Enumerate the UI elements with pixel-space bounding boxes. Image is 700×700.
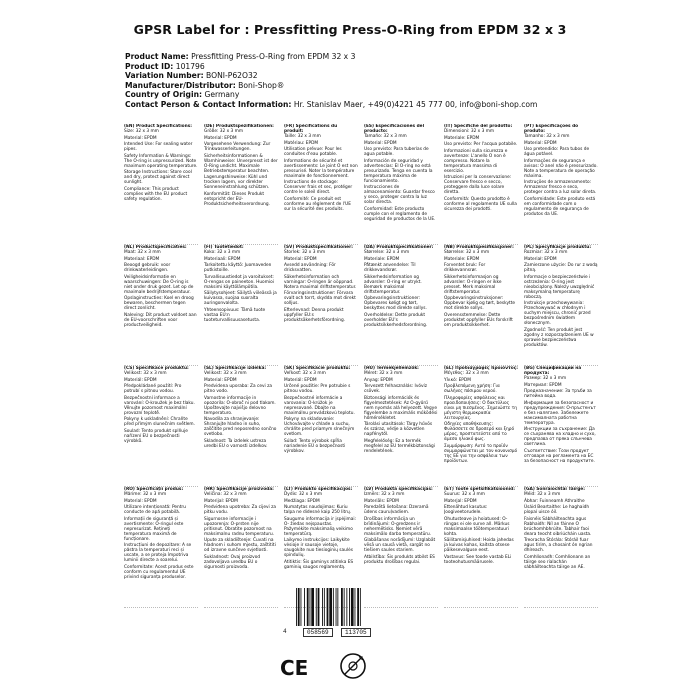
spec-line: Pokyny k uskladnění: Chraňte před přímým slunečním světlem.: [124, 417, 195, 428]
spec-section-heading: (RO) Specificații produs:: [124, 487, 184, 492]
spec-section: [364, 124, 438, 245]
spec-section: [124, 487, 198, 608]
barcode-bar: [311, 588, 314, 626]
spec-section: [364, 366, 438, 487]
spec-section-heading: (SK) Špecifikácie produktu:: [284, 366, 351, 371]
spec-section: [524, 487, 598, 608]
product-info-row: [125, 71, 685, 81]
spec-line: Varnostne informacije in opozorila: O-obroč ni pod tlakom. Upoštevajte najvišjo delovno temperaturo.: [204, 395, 276, 416]
spec-line: Informations de sécurité et avertissements: Le joint O est non pressurisé. Noter la température maximale de fonctionnement.: [284, 158, 358, 179]
barcode-bar: [301, 588, 302, 626]
spec-line: Turvallisuustiedot ja varoitukset: O-rengas on paineeton. Huomioi maksimi käyttölämpötila.: [204, 274, 274, 290]
barcode-bar: [324, 588, 325, 626]
spec-line: Bezpečnostné informácie a varovania: O-krúžok je nepresované. Dbajte na maximálnu prevádzkovú teplotu.: [284, 395, 355, 416]
product-info-value: Germany: [204, 90, 240, 100]
spec-line: Tamaño: 32 x 3 mm: [364, 134, 407, 139]
spec-line: Saugumo informacija ir įspėjimai: O- žiedas neįspaustas. Pažymėkite maksimalią veikimo temperatūrą.: [284, 516, 357, 537]
spec-line: Skladnost: Ta izdelek ustreza uredbi EU o varnosti izdelkov.: [204, 438, 268, 449]
product-info-key: Product ID:: [125, 61, 174, 71]
barcode-left-digit: 4: [283, 628, 287, 635]
spec-line: Съответствие: Този продукт отговаря на регламента на ЕС за безопасност на продуктите.: [524, 448, 595, 464]
spec-section: [124, 245, 198, 366]
spec-line: Forventet bruk: For drikkevannsrør.: [444, 263, 486, 274]
barcode-bar: [360, 588, 361, 626]
spec-line: Pokyny na skladovanie: Uchovávajte v chlade a suchu, chráňte pred priamym slnečným svetlom.: [284, 417, 355, 438]
barcode: [283, 588, 391, 638]
spec-line: Materiale: EPDM: [364, 256, 400, 262]
spec-line: Μέγεθος: 32 x 3 mm: [444, 371, 489, 376]
spec-line: Информация за безопасност и предупреждения: О-пръстенът е без налягане. Забележете максималната работна температура.: [524, 400, 596, 426]
spec-line: Uso pretendido: Para tubos de água potável.: [524, 147, 590, 158]
spec-section-heading: (NL) Productspecificaties:: [124, 245, 187, 250]
spec-line: Förvaringsinstruktioner: Förvara svalt och torrt, skydda mot direkt solljus.: [284, 291, 356, 307]
spec-section: [444, 366, 518, 487]
spec-line: Ábhar: Fuinneamh Athraithe: [524, 498, 585, 504]
spec-line: Utilizare intenționată: Pentru conducte de apă potabilă.: [124, 505, 186, 516]
spec-line: Upute za skladištenje: Čuvati na hladnom i suhom mjestu, zaštititi od izravne sunčeve svjetlosti.: [204, 538, 276, 554]
spec-line: Zamierzone użycie: Do rur z wodą pitną.: [524, 263, 598, 274]
spec-line: Taille: 32 x 3 mm: [284, 134, 321, 139]
spec-line: Informações de segurança e avisos: O anel não é pressurizado. Note a temperatura de operação máxima.: [524, 158, 598, 179]
spec-section: [444, 245, 518, 366]
spec-section: [524, 366, 598, 487]
spec-line: Oppbevaringsinstruksjoner: Oppbevar kjølig og tørt, beskytte mot direkte sollys.: [444, 296, 516, 312]
spec-line: Size: 32 x 3 mm: [124, 129, 159, 134]
barcode-bar: [357, 588, 359, 626]
barcode-bar: [355, 588, 356, 626]
spec-line: Bezpečnostní informace a varování: O-kroužek je bez tlaku. Věnujte pozornost maximální provozní teplotě.: [124, 395, 195, 416]
spec-section-heading: (EL) Προδιαγραφές προϊόντος:: [444, 366, 518, 371]
spec-line: Dimensioni: 32 x 3 mm: [444, 129, 495, 134]
barcode-bar: [341, 588, 343, 626]
spec-section: [364, 245, 438, 366]
spec-line: Größe: 32 x 3 mm: [204, 129, 244, 134]
product-info-value: 101796: [175, 61, 205, 71]
product-info-key: Country of Origin:: [125, 90, 203, 100]
spec-section: [204, 366, 278, 487]
spec-line: Treoracha Stórála: Stóráil fuar agus tirim, a chosaint ón ngrian dhíreach.: [524, 538, 593, 554]
spec-line: Instrucțiuni de depozitare: A se păstra la temperaturi reci și uscate, a se proteja împotriva luminii directe a soarelui.: [124, 543, 192, 564]
spec-line: Uso previsto: Para tuberías de agua potable.: [364, 147, 429, 158]
spec-line: Material: EPDM: [284, 256, 317, 262]
spec-section-heading: (FI) Tuotetiedot:: [204, 245, 244, 250]
spec-section-heading: (IT) Specifiche del prodotto:: [444, 124, 513, 129]
spec-line: Tárolási utasítások: Tárgy hűvös és száraz, védje a közvetlen napfénytől.: [364, 422, 433, 438]
spec-line: Tarkoitettu käyttö: Juomaveden putkistoille.: [204, 263, 272, 274]
spec-line: Faisnéis Sábháilteachta agus Rabhaidh: Níl an fáinne O brúchomhbhrúite. Tabhair faoi deara teocht oibriúcháin uasta.: [524, 516, 592, 537]
spec-section-heading: (PL) Specyfikacje produktu:: [524, 245, 592, 250]
spec-line: Material: EPDM: [204, 377, 237, 383]
spec-line: Materiál: EPDM: [124, 377, 157, 383]
spec-line: Veličina: 32 x 3 mm: [204, 492, 247, 497]
spec-line: Sigurnosne informacije i upozorenja: O-prsten nije pritisnut. Obratite pozornost na maksimalnu radnu temperaturu.: [204, 516, 275, 537]
spec-line: Matériau: EPDM: [284, 140, 319, 146]
spec-line: Sukladnost: Ovaj proizvod zadovoljava uredbu EU o sigurnosti proizvoda.: [204, 554, 261, 570]
spec-section-heading: (ET) Toote spetsifikatsioonid:: [444, 487, 515, 492]
spec-line: Informazioni sulla sicurezza e avvertenze: L'anello O non è compresso. Notare la temperatura massima di esercizio.: [444, 148, 508, 174]
spec-line: Material: EPDM: [124, 135, 157, 141]
product-info-value: BONI-P62O32: [206, 71, 258, 81]
spec-line: Soulad: Tento produkt splňuje nařízení EU o bezpečnosti výrobků.: [124, 428, 188, 444]
spec-section: [204, 487, 278, 608]
spec-line: Conformidade: Este produto está em conformidade com o regulamento de segurança de produtos da UE.: [524, 196, 596, 217]
spec-line: Sikkerhetsinformasjon og advarsler: O-ringen er ikke presset. Merk maksimal driftstemperatur.: [444, 274, 502, 295]
barcode-bar: [318, 588, 320, 626]
spec-line: Materiāls: EPDM: [364, 498, 399, 504]
spec-line: Material: EPDM: [204, 135, 237, 141]
spec-line: Størrelse: 32 x 3 mm: [364, 250, 410, 255]
spec-line: Paredzētā lietošana: Dzeramā ūdens cauruļvadiem.: [364, 505, 429, 516]
spec-line: Størrelse: 32 x 3 mm: [444, 250, 490, 255]
product-info-row: [125, 81, 685, 91]
spec-line: Material: EPDM: [524, 140, 557, 146]
spec-line: Materiaali: EPDM: [204, 256, 241, 262]
spec-line: Velikost: 32 x 3 mm: [204, 371, 247, 376]
spec-section: [124, 366, 198, 487]
spec-line: Biztonsági információk és figyelmeztetések: Az O-gyűrű nem nyomás alá helyezett. Vegye figyelembe a maximális működési hőmérsékletet.: [364, 395, 438, 421]
spec-section: [284, 245, 358, 366]
spec-line: Zgodność: Ten produkt jest zgodny z rozporządzeniem UE w sprawie bezpieczeństwa produktów.: [524, 327, 594, 348]
barcode-right-digits: 113705: [341, 628, 371, 637]
spec-line: Efterlevnad: Denna produkt uppfyller EU:s produktsäkerhetsförordning.: [284, 307, 346, 323]
spec-section-heading: (LT) Produkto specifikacijos:: [284, 487, 353, 492]
spec-line: Conformidad: Este producto cumple con el reglamento de seguridad de productos de la UE.: [364, 206, 436, 222]
spec-line: Overholdelse: Dette produkt overholder EU's produktsikkerhedsforordning.: [364, 312, 428, 328]
spec-line: Conformité: Ce produit est conforme au règlement de l'UE sur la sécurité des produits.: [284, 196, 351, 212]
spec-line: Mărime: 32 x 3 mm: [124, 492, 167, 497]
barcode-bar: [298, 588, 300, 626]
spec-section: [284, 124, 358, 245]
spec-line: Säilitamisjuhised: Hoida jahedas ja kuivas kohas, kaitsta otsese päikesevalguse eest.: [444, 538, 514, 554]
spec-line: Numatytas naudojimas: Kuriu talpa ne didesnė kaip 250 litrų.: [284, 505, 352, 516]
spec-line: Размер: 32 x 3 mm: [524, 376, 567, 381]
spec-line: Opslaginstructies: Koel en droog bewaren, beschermen tegen direct zonlicht.: [124, 296, 194, 312]
spec-line: Materiál: EPDM: [284, 377, 317, 383]
spec-line: Opbevaringsinstruktioner: Opbevares køligt og tørt, beskyttes mod direkte sollys.: [364, 296, 427, 312]
spec-line: Predvidena uporaba: Za cevi za pitno vodo.: [204, 384, 272, 395]
spec-line: Atitiktis: Šis gaminys atitinka ES gaminių saugos reglamentą.: [284, 559, 354, 570]
spec-line: Súlad: Tento výrobok spĺňa nariadenie EÚ o bezpečnosti výrobkov.: [284, 438, 346, 454]
product-info-row: [125, 62, 685, 72]
product-info-row: [125, 52, 685, 62]
spec-line: Veiligheidsinformatie en waarschuwingen: De O-ring is niet onder druk gezet. Let op de maximale bedrijfstemperatuur.: [124, 274, 194, 295]
barcode-bar: [310, 588, 311, 626]
spec-line: Comhlíonadh: Comhlíonann an táirge seo rialachán sábháilteachta táirge an AE.: [524, 554, 591, 570]
spec-line: Navodila za shranjevanje: Shranjujte hladno in suho, zaščitite pred neposredno sončno svetlobo.: [204, 417, 277, 438]
spec-line: Určené použitie: Pre potrubie s pitnou vodou.: [284, 384, 351, 395]
product-info-row: [125, 100, 685, 110]
spec-line: Инструкции за съхранение: Да се съхранява на хладно и сухо, предпазва от пряка слънчева светлина.: [524, 427, 596, 448]
spec-line: Predviđena upotreba: Za cijevi za pitku vodu.: [204, 505, 276, 516]
barcode-bar: [346, 588, 347, 626]
spec-line: Anyag: EPDM: [364, 377, 393, 383]
spec-line: Intended Use: For sealing water pipes.: [124, 142, 193, 153]
spec-section: [124, 124, 198, 245]
barcode-bar: [296, 588, 297, 626]
spec-line: Konformität: Dieses Produkt entspricht der EU-Produktsicherheitsverordnung.: [204, 191, 270, 207]
spec-section: [204, 124, 278, 245]
spec-section: [204, 245, 278, 366]
spec-line: Conformitate: Acest produs este conform cu regulamentul UE privind siguranța produselor.: [124, 564, 194, 580]
product-info-key: Manufacturer/Distributor:: [125, 80, 236, 90]
spec-line: Materijal: EPDM: [204, 498, 238, 504]
spec-line: Sicherheitsinformationen & Warnhinweise: Unverpresst ist der O-Ring undicht. Maximale Betriebstemperatur beachten.: [204, 153, 278, 174]
spec-line: Overensstemmelse: Dette produktet oppfyller EUs forskrift om produktsikkerhet.: [444, 312, 513, 328]
spec-line: Material: EPDM: [364, 140, 397, 146]
spec-line: Tervezett felhasználás: Ivóvíz csövek.: [364, 384, 427, 395]
spec-line: Συμμόρφωση: Αυτό το προϊόν συμμορφώνεται με τον κανονισμό της ΕΕ για την ασφάλεια των προϊόντων.: [444, 443, 518, 464]
spec-section-heading: (HR) Specifikacije proizvoda:: [204, 487, 274, 492]
spec-line: Материал: EPDM: [524, 382, 562, 388]
spec-section-heading: (HU) Termékjellemzők:: [364, 366, 419, 371]
product-info-row: [125, 90, 685, 100]
spec-line: Informații de siguranță și avertismente: O-ringul este nepresurizat. Rețineți temperatura maximă de funcționare.: [124, 516, 184, 542]
o-ring-symbol-icon: [338, 651, 368, 681]
spec-line: Méret: 32 x 3 mm: [364, 371, 403, 376]
barcode-bar: [351, 588, 354, 626]
spec-line: Instruções de armazenamento: Armazenar fresco e seco, proteger contra a luz solar direta.: [524, 180, 597, 196]
barcode-bar: [344, 588, 345, 626]
spec-line: Rozmiar: 32 x 3 mm: [524, 250, 568, 255]
spec-section-heading: (FR) Spécifications du produit:: [284, 124, 338, 134]
spec-line: Οδηγίες αποθήκευσης: Φυλάσσετε σε δροσερό και ξηρό μέρος, προστατεύστε από το άμεσο ηλιακό φως.: [444, 422, 515, 443]
spec-line: Materjal: EPDM: [444, 498, 477, 504]
spec-line: Safety Information & Warnings: The O-ring is unpressurized. Note maximum operating temperature.: [124, 153, 198, 169]
spec-line: Πληροφορίες ασφάλειας και προειδοποιήσεις: Ο δακτύλιος είναι μη πιεσμένος. Σημειώστε τη μέγιστη θερμοκρασία λειτουργίας.: [444, 395, 517, 421]
spec-line: Material: EPDM: [124, 498, 157, 504]
spec-line: Předpokládané použití: Pro potrubí s pitnou vodou.: [124, 384, 182, 395]
spec-line: Información de seguridad y advertencias: El O-ring no está presurizado. Tenga en cuenta la temperatura máxima de funcionamiento.: [364, 158, 433, 184]
spec-line: Laikymo instrukcijos: Laikykite vėsioje ir sausoje vietoje, saugokite nuo tiesioginių saulės spindulių.: [284, 538, 353, 559]
product-info-value: Hr. Stanislav Maer, +49(0)4221 45 777 00, info@boni-shop.com: [293, 99, 538, 109]
spec-line: Drošības informācija un brīdinājumi: O-gredzens ir nehermētisks. Ņemiet vērā maksimālo darba temperatūru.: [364, 516, 432, 537]
spec-section: [284, 366, 358, 487]
spec-line: Naleving: Dit product voldoet aan de EU-voorschriften voor productveiligheid.: [124, 312, 197, 328]
barcode-bar: [349, 588, 350, 626]
spec-section: [444, 124, 518, 245]
spec-section-heading: (PT) Especificações do produto:: [524, 124, 579, 134]
spec-line: Dydis: 32 x 3 mm: [284, 492, 323, 497]
barcode-bar: [337, 588, 338, 626]
spec-line: Atbilstība: Šis produkts atbilst ES produktu drošības regulai.: [364, 554, 435, 565]
barcode-bar: [333, 588, 334, 626]
ce-mark-icon: [280, 658, 308, 678]
spec-line: Suurus: 32 x 3 mm: [444, 492, 485, 497]
spec-line: Veľkosť: 32 x 3 mm: [284, 371, 326, 376]
spec-line: Megfelelőség: Ez a termék megfelel az EU termékbiztonsági rendeletének.: [364, 438, 435, 454]
spec-line: Vastavus: See toode vastab ELi tooteohutusmäärusele.: [444, 554, 512, 565]
spec-section-heading: (DE) Produktspezifikationen:: [204, 124, 274, 129]
spec-line: Medžiaga: EPDM: [284, 498, 320, 504]
spec-line: Предназначение: За тръби за питейна вода.: [524, 389, 592, 400]
barcode-bar: [316, 588, 317, 626]
product-info-value: Boni-Shop®: [238, 80, 285, 90]
spec-line: Uso previsto: Per l'acqua potabile.: [444, 142, 518, 148]
barcode-middle-digits: 058569: [303, 628, 333, 637]
spec-line: Avsedd användning: För dricksvatten.: [284, 263, 336, 274]
spec-section: [524, 245, 598, 366]
spec-line: Säilytysohjeet: Säilytä viileässä ja kuivassa, suojaa suoralta auringonvalolta.: [204, 291, 277, 307]
spec-section-heading: (ES) Especificaciones del producto:: [364, 124, 425, 134]
spec-line: Koko: 32 x 3 mm: [204, 250, 241, 255]
spec-line: Materiał: EPDM: [524, 256, 557, 262]
spec-section-heading: (BG) Спецификации на продукта:: [524, 366, 582, 376]
spec-line: Maat: 32 x 3 mm: [124, 250, 161, 255]
spec-line: Glabāšanas norādījumi: Uzglabāt vēsā un sausā vietā, sargāt no tiešiem saules stariem.: [364, 538, 436, 554]
spec-line: Säkerhetsinformation och varningar: O-ringen är oöppnad. Notera maximal driftstemperatur.: [284, 274, 357, 290]
spec-section-heading: (SL) Specifikacije izdelka:: [204, 366, 267, 371]
spec-line: Ettenähtud kasutus: Joogiveetorudele.: [444, 505, 488, 516]
spec-line: Vorgesehene Verwendung: Zur Trinkwasserleitungen.: [204, 142, 271, 153]
barcode-bar: [327, 588, 329, 626]
spec-line: Instructions de stockage: Conserver frais et sec, protéger contre le soleil direct.: [284, 180, 353, 196]
spec-line: Sikkerhedsinformation og advarsler: O-ring er utrykt. Bemærk maksimal driftstemperatur.: [364, 274, 422, 295]
barcode-bar: [329, 588, 332, 626]
spec-section-heading: (LV) Produkta specifikācijas:: [364, 487, 433, 492]
spec-line: Lagerungshinweise: Kühl und trocken lagern, vor direkter Sonneneinstrahlung schützen.: [204, 175, 270, 191]
barcode-bars: [295, 588, 385, 626]
spec-section-heading: (SV) Produktspecifikationer:: [284, 245, 353, 250]
spec-section: [524, 124, 598, 245]
spec-line: Yhteensopivuus: Tämä tuote vastaa EU:n tuoteturvallisuusasetusta.: [204, 307, 266, 323]
spec-line: Materiaal: EPDM: [124, 256, 160, 262]
barcode-bar: [322, 588, 323, 626]
spec-line: Beoogd gebruik: voor drinkwaterleidingen.: [124, 263, 171, 274]
product-info-key: Contact Person & Contact Information:: [125, 99, 292, 109]
spec-line: Υλικό: EPDM: [444, 377, 471, 383]
spec-line: Storage Instructions: Store cool and dry, protect against direct sunlight.: [124, 170, 192, 186]
spec-line: Storlek: 32 x 3 mm: [284, 250, 326, 255]
spec-section-heading: (CS) Specifikace produktu:: [124, 366, 189, 371]
spec-section-heading: (EN) Product Specifications:: [124, 124, 192, 129]
product-info: [125, 52, 685, 110]
spec-line: Utilisation prévue: Pour les conduites d'eau potable.: [284, 147, 342, 158]
spec-section-heading: (DA) Produktspecifikationer:: [364, 245, 434, 250]
spec-line: Tamanho: 32 x 3 mm: [524, 134, 570, 139]
ce-mark-text: CE: [280, 658, 308, 678]
spec-line: Velikost: 32 x 3 mm: [124, 371, 167, 376]
barcode-bar: [304, 588, 305, 626]
spec-line: Påtænkt anvendelse: Til drikkevandsrør.: [364, 263, 416, 274]
spec-line: Instrukcje przechowywania: Przechowywać w chłodnym i suchym miejscu, chronić przed bezpośrednim światłem słonecznym.: [524, 301, 591, 327]
spec-section-heading: (NB) Produktspesifikasjoner:: [444, 245, 514, 250]
product-info-value: Pressfitting Press-O-Ring from EPDM 32 x 3: [191, 52, 356, 61]
barcode-bar: [336, 588, 337, 626]
spec-section: [444, 487, 518, 608]
spec-line: Úsáid Beartaithe: Le haghaidh píopaí uisce óil.: [524, 505, 590, 516]
product-info-key: Variation Number:: [125, 71, 204, 81]
spec-line: Izmērs: 32 x 3 mm: [364, 492, 405, 497]
spec-line: Informacje o bezpieczeństwie i ostrzeżenia: O-ring jest nieobciążony. Należy uwzględnić maksymalną temperaturę roboczą.: [524, 274, 595, 300]
spec-line: Προβλεπόμενη χρήση: Για σωλήνες πόσιμου νερού.: [444, 384, 500, 395]
barcode-bar: [307, 588, 309, 626]
spec-line: Méid: 32 x 3 mm: [524, 492, 561, 497]
spec-line: Conformità: Questo prodotto è conforme al regolamento UE sulla sicurezza dei prodotti.: [444, 196, 517, 212]
spec-line: Materiale: EPDM: [444, 256, 480, 262]
page-title: GPSR Label for : Pressfitting Press-O-Ring from EPDM 32 x 3: [133, 22, 567, 37]
spec-line: Compliance: This product complies with the EU product safety regulation.: [124, 186, 188, 202]
spec-section-heading: (GA) Sonraíochtaí Táirge:: [524, 487, 585, 492]
spec-line: Ohutusteave ja hoiatused: O-rõngas ei ole surve all. Märkus maksimaalse töötemperatuuri kohta.: [444, 516, 510, 537]
spec-line: Istruzioni per la conservazione: Conservare fresco e secco, proteggere dalla luce solare diretta.: [444, 175, 512, 196]
product-info-key: Product Name:: [125, 52, 189, 61]
spec-line: Instrucciones de almacenamiento: Guardar fresco y seco, proteger contra la luz solar directa.: [364, 185, 435, 206]
spec-line: Materiale: EPDM: [444, 135, 480, 141]
